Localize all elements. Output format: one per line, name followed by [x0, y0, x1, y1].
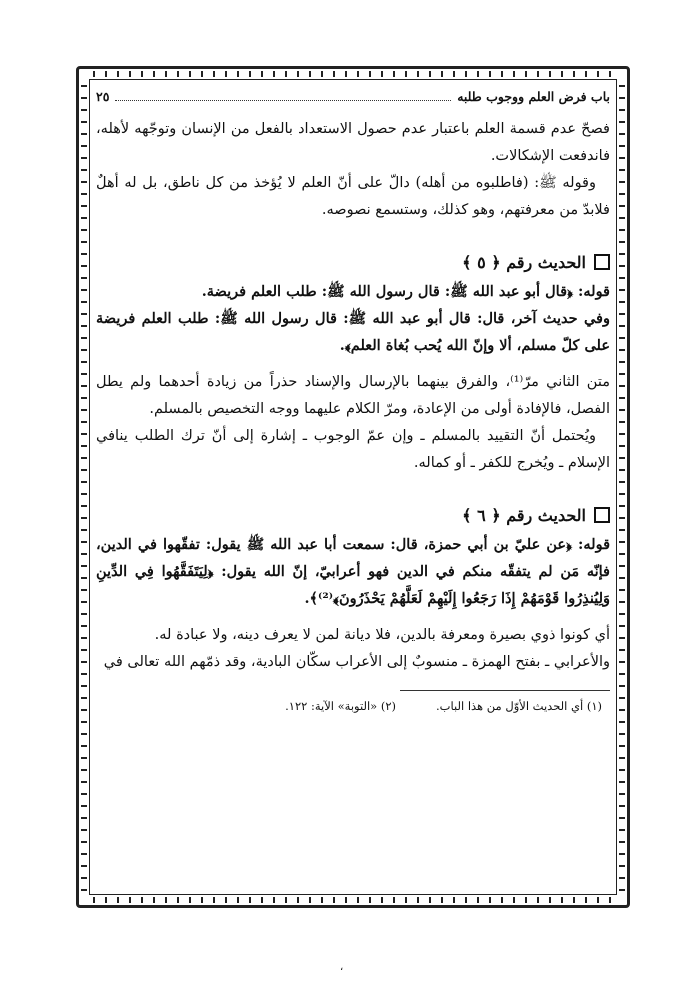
hadith-heading-label: الحديث رقم ﴿ ٦ ﴾	[462, 505, 586, 525]
hadith-text: وفي حديث آخر، قال: قال أبو عبد الله ﷺ: قال رسول الله ﷺ: طلب العلم فريضة على كلّ مسلم، ألا وإنّ الله يُحب بُغاة العلم﴾.	[96, 310, 610, 354]
commentary-paragraph: أي كونوا ذوي بصيرة ومعرفة بالدين، فلا ديانة لمن لا يعرف دينه، ولا عبادة له.	[154, 627, 610, 643]
checkbox-square-icon	[594, 254, 610, 270]
footnote-1: (١) أي الحديث الأوّل من هذا الباب.	[436, 699, 602, 713]
chapter-title: باب فرض العلم ووجوب طلبه	[457, 89, 610, 104]
page-number: ٢٥	[96, 89, 110, 104]
running-head	[96, 86, 610, 108]
leader-dots	[115, 100, 451, 101]
footer-mark: ،	[340, 962, 344, 973]
intro-paragraph-1: فصحّ عدم قسمة العلم باعتبار عدم حصول الاستعداد بالفعل من الإنسان وتوجّهه لأهله، فاندفعت الإشكالات.	[96, 121, 610, 164]
border-ornament-right	[619, 83, 625, 891]
hadith-heading-6	[96, 499, 610, 531]
border-ornament-left	[81, 83, 87, 891]
intro-paragraph-2: وقوله ﷺ: (فاطلبوه من أهله) دالّ على أنّ العلم لا يُؤخذ من كل ناطق، بل له أهلٌ فلابدّ من معرفتهم، وهو كذلك، وستسمع نصوصه.	[96, 175, 610, 218]
footnotes	[96, 699, 610, 713]
commentary-paragraph: والأعرابي ـ بفتح الهمزة ـ منسوبٌ إلى الأعراب سكّان البادية، وقد ذمّهم الله تعالى في	[103, 654, 610, 670]
footnote-rule	[400, 690, 610, 691]
hadith-text: قوله: ﴿عن عليّ بن أبي حمزة، قال: سمعت أبا عبد الله ﷺ يقول: تفقّهوا في الدين، فإنّه مَن لم يتفقّه منكم في الدين فهو أعرابيّ، إنّ الله يقول: ﴿لِيَتَفَقَّهُوا فِي الدِّينِ وَلِيُنذِرُوا قَوْمَهُمْ إِذَا رَجَعُوا إِلَيْهِمْ لَعَلَّهُمْ يَحْذَرُونَ﴾⁽²⁾﴾.	[96, 536, 610, 607]
hadith-heading-label: الحديث رقم ﴿ ٥ ﴾	[462, 252, 586, 272]
footnote-2: (٢) «التوبة» الآية: ١٢٢.	[285, 699, 397, 713]
hadith-text: قوله: ﴿قال أبو عبد الله ﷺ: قال رسول الله ﷺ: طلب العلم فريضة.	[201, 283, 610, 300]
commentary-paragraph: ويُحتمل أنّ التقييد بالمسلم ـ وإن عمّ الوجوب ـ إشارة إلى أنّ ترك الطلب ينافي الإسلام ـ ويُخرج للكفر ـ أو كماله.	[96, 428, 610, 471]
border-ornament-top	[93, 71, 613, 77]
border-ornament-bottom	[93, 897, 613, 903]
page-content	[96, 86, 610, 886]
hadith-heading-5	[96, 246, 610, 278]
checkbox-square-icon	[594, 507, 610, 523]
commentary-paragraph: متن الثاني مرّ⁽¹⁾، والفرق بينهما بالإرسال والإسناد حذراً من زيادة أحدهما ولم يطل الفصل، فالإفادة أولى من الإعادة، ومرّ الكلام عليهما ووجه التخصيص بالمسلم.	[96, 374, 610, 417]
